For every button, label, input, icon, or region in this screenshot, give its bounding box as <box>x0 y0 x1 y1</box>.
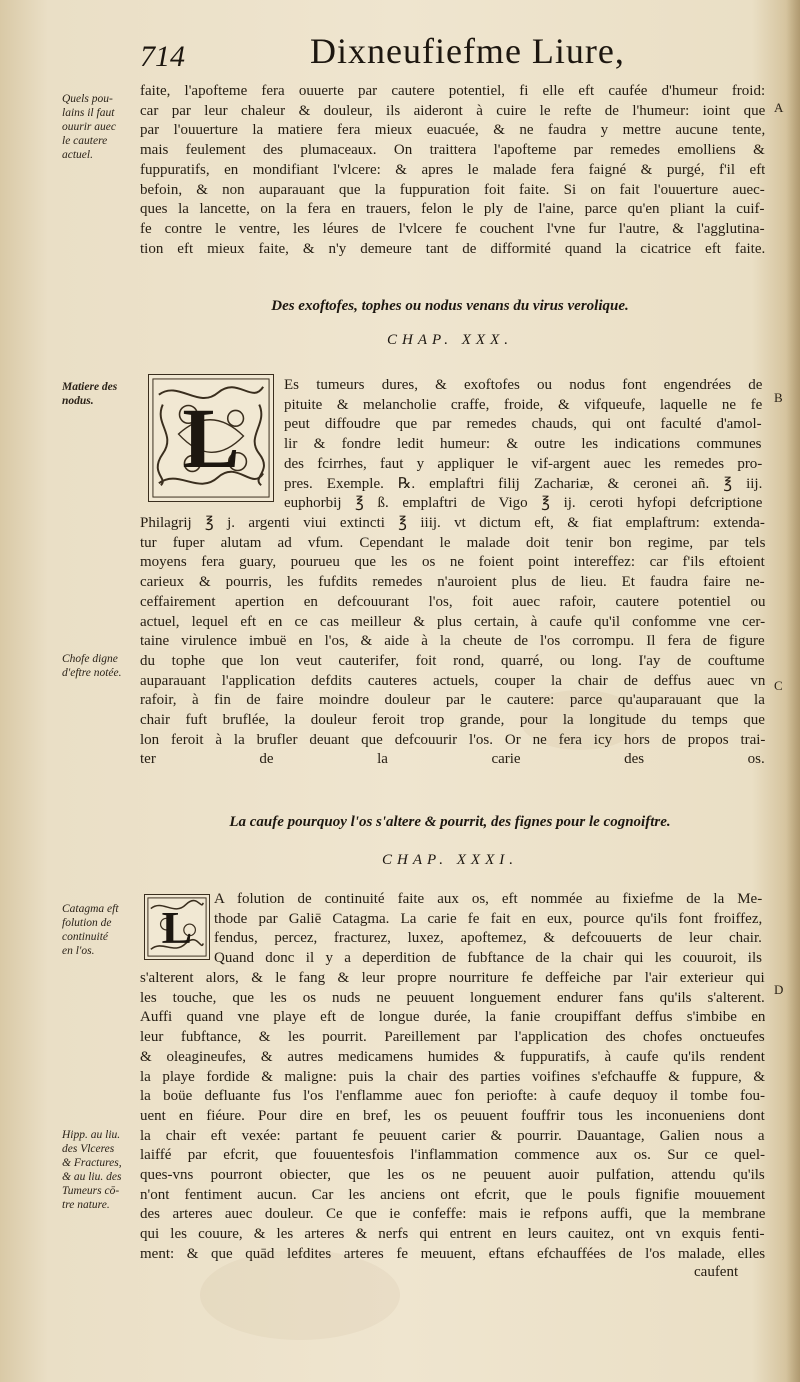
running-title: Dixneufiefme Liure, <box>310 31 625 71</box>
margin-note-text: Chofe digne d'eftre notée. <box>62 653 122 679</box>
initial-letter: L <box>182 390 240 486</box>
text-line: thode par Galiē Catagma. La carie fe fait en eux, pource qu'ils font froiffez, <box>214 910 762 927</box>
text-line: chair fuft bruflée, la douleur feroit trop grande, pour la longitude du temps que <box>140 712 765 729</box>
text-line: fuppuratifs, en mondifiant l'vlcere: & apres le malade fera faigné & purgé, f'il eft <box>140 161 765 178</box>
paragraph-2 <box>140 514 765 770</box>
text-line: rafoir, à fin de faire moindre douleur par le cautere: parce qu'auparauant que la <box>140 692 765 709</box>
text-line: fe contre le ventre, les léures de l'vlcere fe couchent l'vne fur l'autre, & l'agglutina- <box>140 220 765 237</box>
text-line: tion eft mieux faite, & n'y demeure tant de difformité quand la cicatrice eft faite. <box>140 240 765 257</box>
ornate-initial-l <box>148 374 274 502</box>
text-line: fendus, percez, fracturez, luxez, apoftemez, & defcouuerts de leur chair. <box>214 930 762 947</box>
text-line: peut diffoudre que par remedes chauds, qui ont faculté d'amol- <box>284 416 762 433</box>
text-line: la boüe defluante fus l'os l'enflamme auec fon periofte: à caufe dequoy il tombe fou- <box>140 1088 765 1105</box>
text-line: carieux & pourris, les fufdits remedes n'auroient plus de lieu. Et faudra faire ne- <box>140 574 765 591</box>
margin-note-5 <box>62 1128 128 1212</box>
initial-letter: L <box>161 901 193 953</box>
page-edge-shadow <box>786 0 800 1382</box>
text-line: Es tumeurs dures, & exoftofes ou nodus font engendrées de <box>284 377 762 393</box>
text-line: la chair eft vexée: partant fe peuuent carier & pourrir. Dauantage, Galien nous a <box>140 1127 765 1144</box>
paragraph-3 <box>140 969 765 1265</box>
text-line: ter de la carie des os. <box>140 751 765 768</box>
text-line: befoin, & non auparauant que la fuppuration foit faite. Si on fait l'ouuerture auec- <box>140 181 765 198</box>
text-line: Quand donc il y a deperdition de fubftance de la chair qui les couuroit, ils <box>214 950 762 967</box>
text-line: ceffairement apertion en defcouurant l'os, foit auec rafoir, cautere potentiel ou <box>140 593 765 610</box>
text-line: ques la lancette, on la fera en trauers, felon le ply de l'aine, parce qu'en pliant la cuif- <box>140 201 765 218</box>
text-line: des fcirrhes, faut y appliquer le vif-argent auec les remedes pro- <box>284 455 762 472</box>
text-line: qui les couure, & les arteres & nerfs qui entrent en leurs cauitez, ont vn exquis fenti- <box>140 1226 765 1243</box>
text-line: les touche, que les os nuds ne peuuent longuement endurer fans qu'ils s'alterent. <box>140 989 765 1006</box>
catchword: caufent <box>694 1264 739 1280</box>
section-title-1: Des exoftofes, tophes ou nodus venans du virus verolique. <box>271 298 629 314</box>
chapter-heading-2: CHAP. XXXI. <box>382 852 518 868</box>
text-line: la playe fordide & maligne: puis la chair des parties voifines s'efchauffe & fuppure, & <box>140 1068 765 1085</box>
page-number: 714 <box>140 40 185 73</box>
text-line: laiffé par efcrit, que fouuentesfois l'inflammation commence aux os. Sur ce quel- <box>140 1147 765 1164</box>
side-letter-b: B <box>774 390 783 405</box>
text-line: actuel, lequel eft en ce cas meilleur & plus certain, à caufe qu'il confomme vne cer- <box>140 613 765 630</box>
section-title-2: La caufe pourquoy l'os s'altere & pourrit, des fignes pour le cognoiftre. <box>229 814 671 830</box>
margin-note-2 <box>62 380 128 408</box>
text-line: lir & fondre ledit humeur: & outre les indications communes <box>284 436 762 453</box>
margin-note-text: Catagma eft folution de continuité en l'os. <box>62 903 119 957</box>
text-line: ment: & que quād lefdites arteres fe meuuent, eftans efchauffées de l'os malade, elles <box>140 1245 765 1262</box>
text-line: du tophe que lon veut cauterifer, foit rond, quarré, ou long. I'ay de couftume <box>140 652 765 669</box>
text-line: auparauant l'application defdits cauteres actuels, couper la chair de deffus auec vn <box>140 672 765 689</box>
margin-note-text: Quels pou- lains il faut ouurir auec le cautere actuel. <box>62 93 116 161</box>
text-line: leur fubftance, & les pourrit. Pareillement par l'application des chofes onctueufes <box>140 1029 765 1046</box>
text-line: mais feulement des plumaceaux. On traittera l'apofteme par remedes emolliens & <box>140 142 765 159</box>
text-line: lon feroit à la brufler deuant que defcouurir l'os. Or ne fera icy hors de propos trai- <box>140 731 765 748</box>
side-letter-c: C <box>774 678 783 693</box>
margin-note-text: Hipp. au liu. des Vlceres & Fractures, & au liu. des Tumeurs cō- tre nature. <box>62 1129 122 1211</box>
text-line: moyens fera guary, pourueu que les os ne foient point intereffez: car f'ils eftoient <box>140 554 765 571</box>
text-line: Auffi quand vne playe eft de longue durée, la fanie croupiffant deffus s'imbibe en <box>140 1009 765 1026</box>
paragraph-2-indented <box>284 376 762 514</box>
side-letter-a: A <box>774 100 784 115</box>
paragraph-1 <box>140 82 765 259</box>
text-line: & oleagineufes, & autres medicamens humides & fuppuratifs, à caufe qu'ils rendent <box>140 1048 765 1065</box>
margin-note-1 <box>62 92 128 162</box>
text-line: ques-vns pourront obiecter, que les os ne peuuent auoir pulfation, attendu qu'ils <box>140 1167 765 1184</box>
text-line: Philagrij ℥ j. argenti viui extincti ℥ iiij. vt dictum eft, & fiat emplaftrum: extenda- <box>140 515 765 531</box>
margin-note-4 <box>62 902 128 958</box>
chapter-heading-1: CHAP. XXX. <box>387 332 513 348</box>
ornate-initial-l-small <box>144 894 210 960</box>
text-line: par l'ouuerture la matiere fera mieux euacuée, & ne faudra y mettre aucune tente, <box>140 122 765 139</box>
margin-note-text: Matiere des nodus. <box>62 381 118 407</box>
text-line: des arteres auec douleur. Ce que ie confeffe: mais ie refpons auffi, que la membrane <box>140 1206 765 1223</box>
text-line: euphorbij ℥ ß. emplaftri de Vigo ℥ ij. ceroti hyfopi defcriptione <box>284 495 762 512</box>
margin-note-3 <box>62 652 128 680</box>
paragraph-3-indented <box>214 890 762 969</box>
text-line: car par leur chaleur & douleur, ils aideront à cuire le refte de l'humeur: ioint que <box>140 102 765 119</box>
text-line: s'alterent alors, & le fang & leur propre nourriture fe deffeiche par l'air exterieur qui <box>140 970 765 986</box>
text-line: taine virulence imbuë en l'os, & aide à la cheute de l'os corrompu. Il fera de figure <box>140 633 765 650</box>
text-line: pituite & melancholie craffe, froide, & vifqueufe, laquelle ne fe <box>284 396 762 413</box>
text-line: pres. Exemple. ℞. emplaftri filij Zachariæ, & ceronei añ. ℥ iij. <box>284 475 762 492</box>
side-letter-d: D <box>774 982 784 997</box>
text-line: n'ont fentiment aucun. Car les anciens ont efcrit, que le pouls fignifie mouuement <box>140 1186 765 1203</box>
text-line: faite, l'apofteme fera ouuerte par cautere potentiel, fi elle eft caufée d'humeur froid: <box>140 83 765 99</box>
text-line: A folution de continuité faite aux os, eft nommée au fixiefme de la Me- <box>214 891 762 907</box>
text-line: uent en fiéure. Pour dire en bref, les os peuuent fouffrir tous les inconueniens dont <box>140 1107 765 1124</box>
text-line: tur fuper alutam ad vfum. Cependant le malade doit tenir bon regime, par tels <box>140 534 765 551</box>
